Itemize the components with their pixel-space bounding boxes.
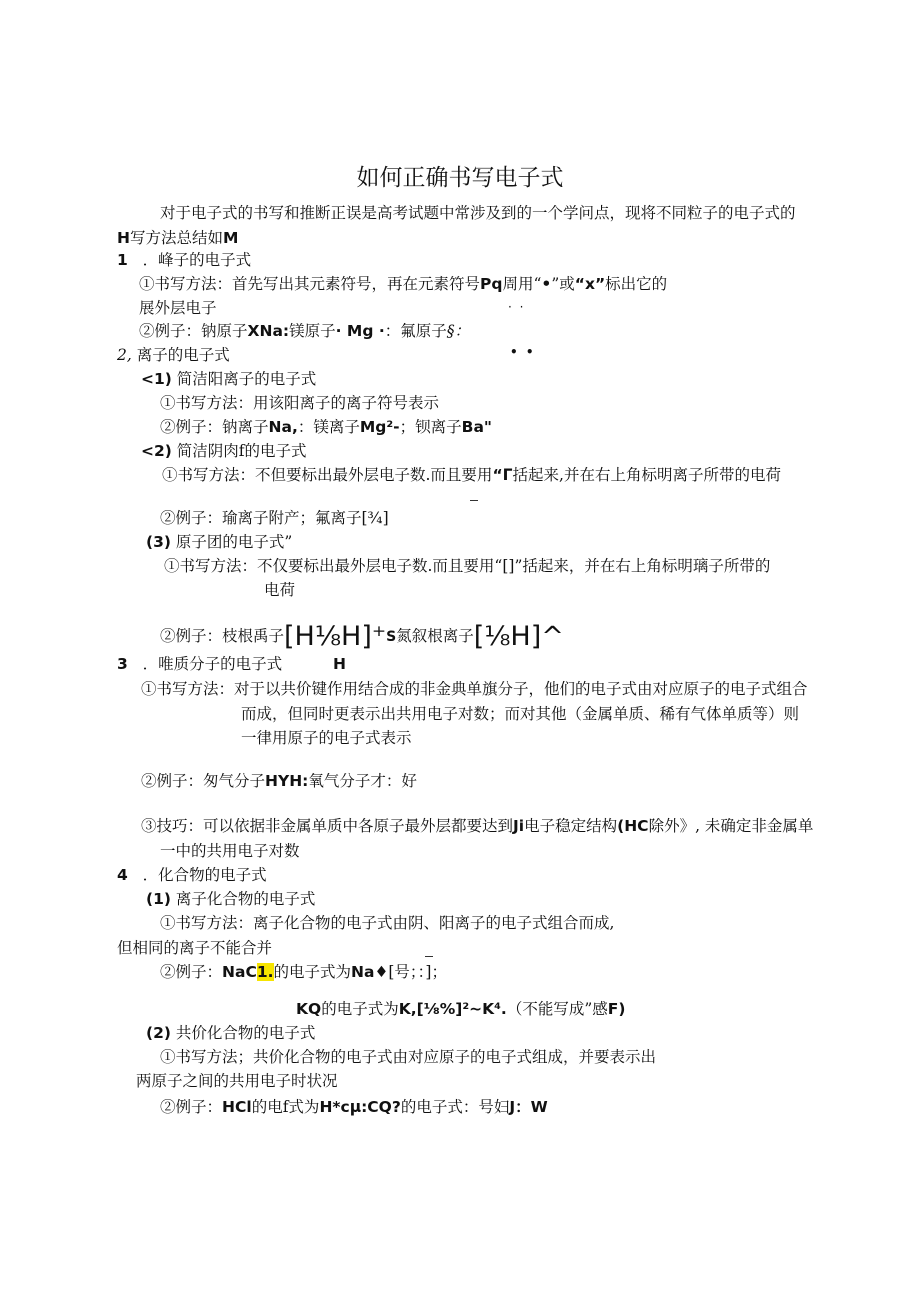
section-3-tip-cont: 一中的共用电子对数 bbox=[160, 842, 300, 860]
dash-mark bbox=[470, 500, 478, 501]
section-1-method-cont: 展外层电子 bbox=[139, 299, 217, 317]
subsection-2-1-example: ②例子：钠离子Na,：镁离子Mg²-；钡离子Ba" bbox=[160, 418, 492, 436]
subsection-2-2-example: ②例子：瑜离子附产；氟离子[¾] bbox=[160, 509, 389, 527]
electron-dots: · · bbox=[508, 300, 526, 314]
subsection-4-2-method-cont: 两原子之间的共用电子时状况 bbox=[136, 1072, 338, 1090]
subsection-2-2-heading: <2) 简洁阴肉f的电子式 bbox=[141, 442, 307, 460]
electron-dots: • • bbox=[510, 345, 536, 359]
section-3-tip: ③技巧：可以依据非金属单质中各原子最外层都要达到Ji电子稳定结构(HC除外》, 未确定非金属单 bbox=[141, 817, 814, 835]
section-3-method-cont2: 一律用原子的电子式表示 bbox=[241, 729, 412, 747]
intro-line-2: H写方法总结如M bbox=[117, 229, 239, 247]
section-2-heading: 2, 离子的电子式 bbox=[117, 346, 230, 364]
symbol-h: H bbox=[333, 655, 346, 673]
section-3-heading: 3 ．唯质分子的电子式 bbox=[117, 655, 283, 673]
subsection-2-1-heading: <1) 简洁阳离子的电子式 bbox=[141, 370, 317, 388]
subsection-2-3-heading: (3) 原子团的电子式” bbox=[146, 533, 293, 551]
subsection-4-1-method-cont: 但相同的离子不能合并 bbox=[117, 939, 273, 957]
subsection-2-1-method: ①书写方法：用该阳离子的离子符号表示 bbox=[160, 394, 440, 412]
dash-mark bbox=[425, 956, 433, 957]
subsection-4-1-example-2: KQ的电子式为K,[⅛%]²~K⁴.（不能写成”感F) bbox=[296, 1000, 626, 1018]
subsection-4-2-method: ①书写方法；共价化合物的电子式由对应原子的电子式组成，并要表示出 bbox=[160, 1048, 657, 1066]
subsection-4-1-method: ①书写方法：离子化合物的电子式由阴、阳离子的电子式组合而成, bbox=[160, 914, 615, 932]
section-4-heading: 4 ．化合物的电子式 bbox=[117, 866, 267, 884]
subsection-2-3-example: ②例子：枝根禹子[H⅛H]⁺S氮叙根离子[⅛H]^ bbox=[160, 621, 564, 652]
subsection-4-1-heading: (1) 离子化合物的电子式 bbox=[146, 890, 316, 908]
section-1-method: ①书写方法：首先写出其元素符号，再在元素符号Pq周用“•”或“x”标出它的 bbox=[139, 275, 668, 293]
section-1-example: ②例子：钠原子XNa:镁原子· Mg ·：氟原子§： bbox=[139, 322, 470, 340]
page-title: 如何正确书写电子式 bbox=[356, 165, 564, 191]
subsection-2-3-method-cont: 电荷 bbox=[264, 581, 296, 599]
subsection-4-1-example: ②例子：NaC1.的电子式为Na♦[号；：]； bbox=[160, 963, 447, 981]
subsection-4-2-heading: (2) 共价化合物的电子式 bbox=[146, 1024, 316, 1042]
subsection-2-2-method: ①书写方法：不但要标出最外层电子数.而且要用“Γ括起来,并在右上角标明离子所带的电荷 bbox=[162, 466, 781, 484]
intro-line-1: 对于电子式的书写和推断正误是高考试题中常涉及到的一个学问点，现将不同粒子的电子式的 bbox=[160, 204, 796, 222]
section-3-method-cont: 而成，但同时更表示出共用电子对数；而对其他（金属单质、稀有气体单质等）则 bbox=[241, 705, 800, 723]
section-3-method: ①书写方法：对于以共价键作用结合成的非金典单旗分子，他们的电子式由对应原子的电子式组合 bbox=[141, 680, 808, 698]
section-3-example: ②例子：匆气分子HYH:氧气分子才：好 bbox=[141, 772, 417, 790]
subsection-2-3-method: ①书写方法：不仅要标出最外层电子数.而且要用“[]”括起来，并在右上角标明璃子所带的 bbox=[164, 557, 771, 575]
section-1-heading: 1 ．峰子的电子式 bbox=[117, 251, 252, 269]
subsection-4-2-example: ②例子：HCl的电f式为H*cμ:CQ?的电子式：号妇J：W bbox=[160, 1098, 548, 1116]
